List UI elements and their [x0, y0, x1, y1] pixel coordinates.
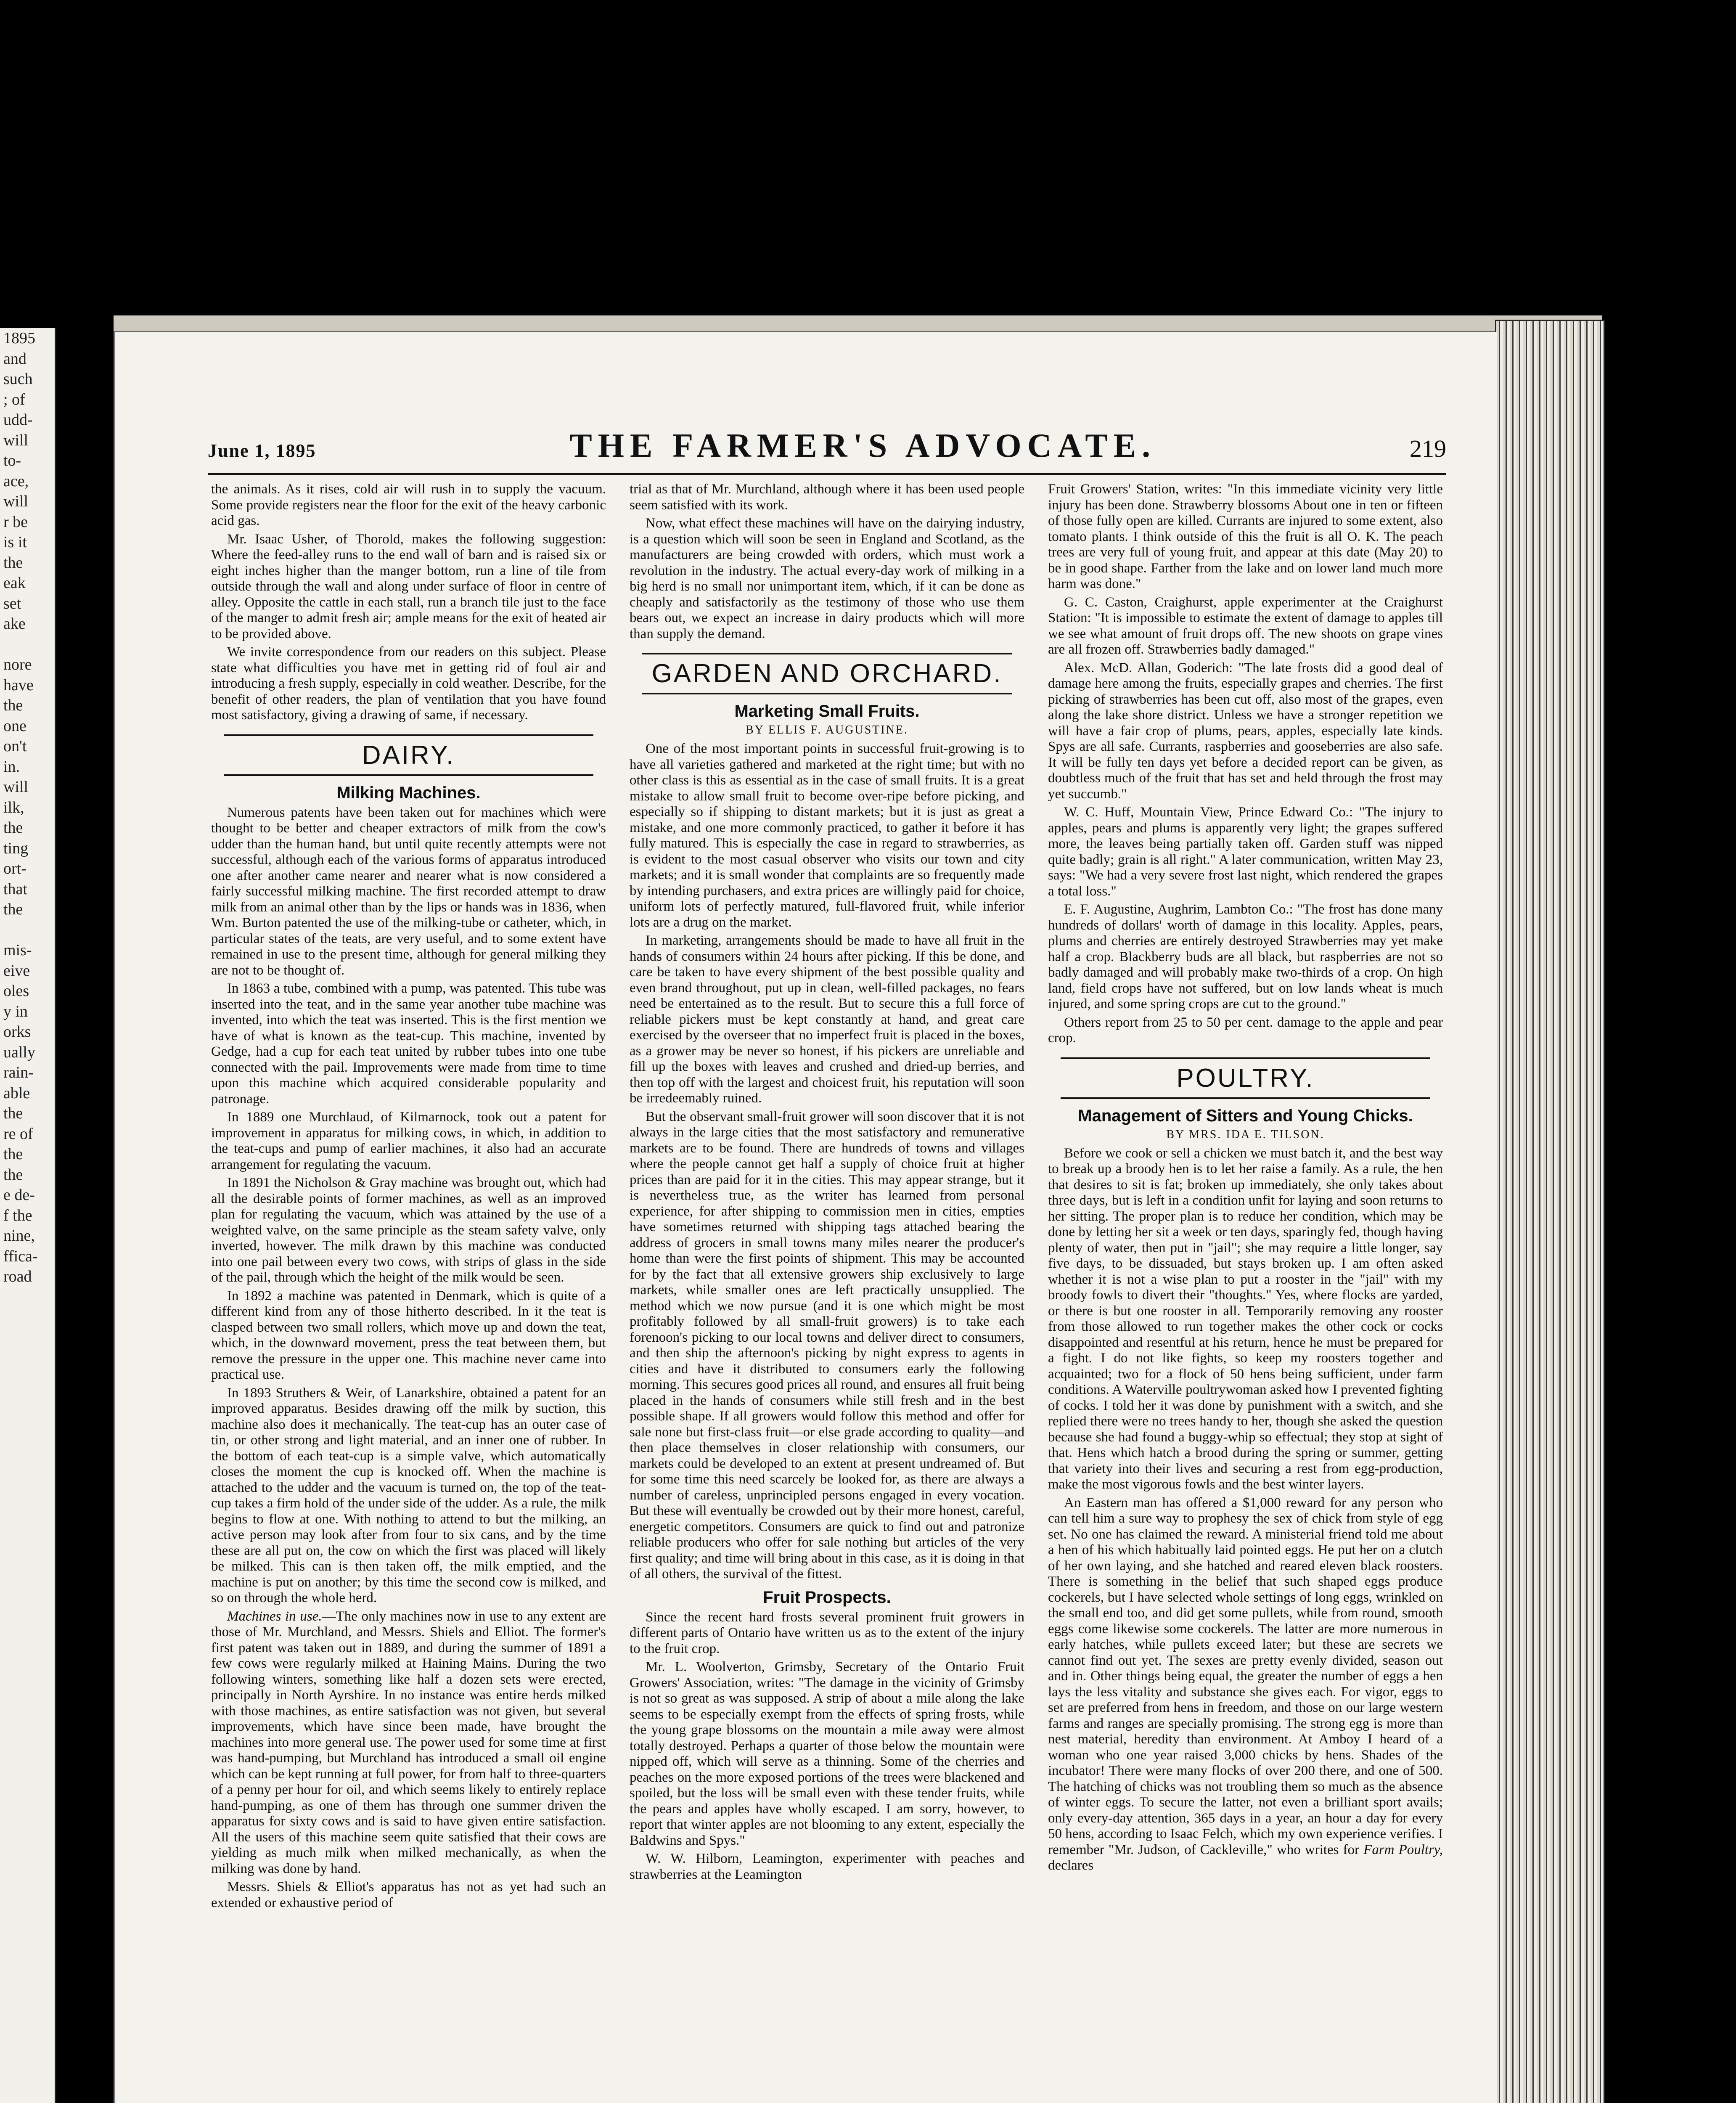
paragraph: Since the recent hard frosts several prominent fruit growers in different parts of Ontario have written us as to the extent of the injury to the fruit crop.: [630, 1609, 1024, 1656]
fragment-line: re of: [3, 1125, 33, 1143]
fragment-line: nine,: [3, 1227, 35, 1245]
paragraph: Mr. Isaac Usher, of Thorold, makes the following suggestion: Where the feed-alley runs to the end wall of barn and is raised six or eight inches higher than the manger bottom, run a line of tile from outside through the wall and along under surface of floor in centre of alley. Opposite the cattle in each stall, run a branch tile just to the face of the manger to admit fresh air; ample means for the exit of heated air to be provided above.: [211, 531, 606, 641]
paragraph: G. C. Caston, Craighurst, apple experimenter at the Craighurst Station: "It is impossible to estimate the extent of damage to apples till we see what amount of fruit drops off. The new shoots on grape vines are all frozen off. Strawberries badly damaged.": [1048, 594, 1443, 657]
fragment-line: will: [3, 778, 29, 796]
department-heading-dairy: DAIRY.: [224, 734, 593, 776]
paragraph: In 1891 the Nicholson & Gray machine was brought out, which had all the desirable points of former machines, as well as an improved plan for regulating the vacuum, which was attained by the use of a weighted valve, on the same principle as the steam safety valve, only inverted, however. The milk drawn by this machine was conducted into one pail between every two cows, with strips of glass in the side of the pail, through which the height of the milk would be seen.: [211, 1175, 606, 1285]
page-number: 219: [1410, 435, 1446, 462]
paragraph: Fruit Growers' Station, writes: "In this immediate vicinity very little injury has been done. Strawberry blossoms About one in ten or fifteen of those fully open are killed. Currants are injured to some extent, also tomato plants. I think outside of this the fruit is all O. K. The peach trees are very full of young fruit, and appear at this date (May 20) to be in good shape. Farther from the lake and on lower land much more harm was done.": [1048, 482, 1443, 591]
paragraph-text: declares: [1048, 1858, 1094, 1873]
fragment-line: rain-: [3, 1064, 34, 1081]
fragment-line: will: [3, 493, 29, 510]
paragraph-text: —The only machines now in use to any extent are those of Mr. Murchland, and Messrs. Shiels and Elliot. The former's first patent was taken out in 1889, and during the summer of 1891 a few cows were regularly milked at Haining Mains. During the two following winters, something like half a dozen sets were erected, principally in North Ayrshire. In no instance was entire herds milked with those machines, as entire satisfaction was not given, but several improvements, which have since been made, have brought the machines into more general use. The power used for some time at first was hand-pumping, but Murchland has introduced a small oil engine which can be kept running at full power, for from half to three-quarters of a penny per hour for oil, and which seems likely to entirely replace hand-pumping, as one of them has through one summer driven the apparatus for sixty cows and is said to have given entire satisfaction. All the users of this machine seem quite satisfied that their cows are yielding as much milk when milked mechanically, as when the milking was done by hand.: [211, 1608, 606, 1876]
fragment-line: set: [3, 594, 21, 612]
column-3: [1045, 482, 1446, 2103]
fragment-line: [0, 634, 55, 655]
paragraph: But the observant small-fruit grower will soon discover that it is not always in the large cities that the most satisfactory and remunerative markets are to be found. There are hundreds of towns and villages where the people cannot get half a supply of choice fruit at higher prices than are paid for it in the cities. This may appear strange, but it is nevertheless true, as the writer has learned from personal experience, for after shipping to commission men in cities, empties have sometimes returned with shipping tags attached bearing the address of grocers in small towns many miles nearer the producer's home than were the first points of shipment. This may be accounted for by the fact that all extensive growers ship exclusively to large markets, while smaller ones are left practically unsupplied. The method which we now pursue (and it is one which might be most profitably followed by all small-fruit growers) is to take each forenoon's picking to our local towns and deliver direct to consumers, and then ship the afternoon's picking by night express to agents in cities and have it distributed to consumers early the following morning. This secures good prices all round, and ensures all fruit being placed in the hands of consumers while still fresh and in the best possible shape. If all growers would follow this method and offer for sale none but first-class fruit—or else grade according to quality—and then place themselves in closer relationship with consumers, our markets could be developed to an extent at present undreamed of. But for some time this need scarcely be looked for, as there are always a number of careless, unprincipled persons engaged in every vocation. But these will eventually be crowded out by their more honest, careful, energetic competitors. Consumers are quick to find out and patronize reliable producers who offer for sale nothing but articles of the very first quality; and time will bring about in this case, as it is doing in that of all others, the survival of the fittest.: [630, 1109, 1024, 1581]
fragment-line: the: [3, 901, 23, 918]
fragment-line: the: [3, 1104, 23, 1122]
page-header: [208, 427, 1446, 475]
fragment-line: r be: [3, 513, 28, 531]
fragment-line: one: [3, 717, 26, 735]
paragraph: W. W. Hilborn, Leamington, experimenter with peaches and strawberries at the Leamington: [630, 1851, 1024, 1882]
paragraph: Others report from 25 to 50 per cent. damage to the apple and pear crop.: [1048, 1014, 1443, 1046]
fragment-line: oles: [3, 982, 29, 1000]
fragment-line: e de-: [3, 1186, 35, 1204]
fragment-line: f the: [3, 1206, 32, 1224]
article-title: Marketing Small Fruits.: [734, 702, 920, 720]
paragraph: Alex. McD. Allan, Goderich: "The late frosts did a good deal of damage here among the fruits, especially grapes and cherries. The first picking of strawberries has been cut off, also most of the grapes, even along the lake shore district. Unless we have a stronger repetition we will have a fair crop of plums, pears, apples, especially late kinds. Spys are all safe. Currants, raspberries and gooseberries are also safe. It will be fully ten days yet before a decided report can be given, as doubtless much of the fruit that has set and held through the frost may yet succumb.": [1048, 660, 1443, 802]
fragment-line: ace,: [3, 472, 29, 490]
fragment-line: ilk,: [3, 798, 24, 816]
paragraph: In marketing, arrangements should be made to have all fruit in the hands of consumers within 24 hours after picking. If this be done, and care be taken to have every shipment of the best possible quality and even brand throughout, put up in clean, well-filled packages, no fears need be entertained as to the result. But to secure this a full force of reliable pickers must be kept constantly at hand, and great care exercised by the overseer that no imperfect fruit is placed in the boxes, as a grower may be never so honest, if his pickers are unreliable and fill up the boxes with leaves and crushed and dried-up berries, and then top off with the largest and choicest fruit, his reputation will soon be irredeemably ruined.: [630, 933, 1024, 1106]
paragraph: Numerous patents have been taken out for machines which were thought to be better and cheaper extractors of milk from the cow's udder than the human hand, but until quite recently attempts were not successful, although each of the various forms of apparatus introduced one after another came nearer and nearer what is now considered a fairly successful milking machine. The first recorded attempt to draw milk from an animal other than by the lips or hands was in 1836, when Wm. Burton patented the use of the milking-tube or catheter, which, in particular states of the teats, are very useful, and to some extent have remained in use to the present time, although for general milking they are not to be thought of.: [211, 805, 606, 978]
paragraph: W. C. Huff, Mountain View, Prince Edward Co.: "The injury to apples, pears and plums is apparently very light; the grapes suffered more, the leaves being partially taken off. Garden stuff was nipped quite badly; grain is all right." A later communication, written May 23, says: "We had a very severe frost last night, which rendered the grapes a total loss.": [1048, 805, 1443, 899]
newspaper-page: [114, 332, 1497, 2103]
fragment-line: and: [3, 350, 26, 368]
fragment-line: the: [3, 1165, 23, 1184]
paragraph: Before we cook or sell a chicken we must batch it, and the best way to break up a broody hen is to let her raise a family. As a rule, the hen that desires to sit is fat; broken up immediately, she only takes about three days, but is left in a condition unfit for laying and soon returns to her sitting. The proper plan is to reduce her condition, which may be done by letting her sit a week or ten days, sparingly fed, though having plenty of water, then put in "jail"; she may require a little longer, say five days, to be dissuaded, but stays broken up. I am often asked whether it is not a wise plan to put a rooster in the "jail" with my broody fowls to divert their "thoughts." Yes, where flocks are yarded, or there is but one rooster in all. Temporarily removing any rooster from those allowed to run together makes the other cock or cocks disappointed and resentful at his return, hence he must be prepared for a fight. I do not like fights, so keep my roosters together and acquainted; two for a flock of 50 hens being sufficient, under farm conditions. A Waterville poultrywoman asked how I prevented fighting of cocks. I told her it was done by punishment with a switch, and she replied there were no trees handy to her, though she asked the question because she had found a buggy-whip so effectual; they stop at sight of that. Hens which hatch a brood during the spring or summer, getting that variety into their lives and securing a rest from egg-production, make the most vigorous fowls and the best winter layers.: [1048, 1145, 1443, 1492]
byline: BY MRS. IDA E. TILSON.: [1166, 1128, 1325, 1141]
paragraph: E. F. Augustine, Aughrim, Lambton Co.: "The frost has done many hundreds of dollars' worth of damage in this locality. Apples, pears, plums and cherries are entirely destroyed Strawberries may yet make half a crop. Blackberry buds are all black, but raspberries are not so badly damaged and will probably make two-thirds of a crop. On high land, field crops have not suffered, but on low lands wheat is much injured, and some spring crops are cut to the ground.": [1048, 902, 1443, 1012]
fragment-line: road: [3, 1268, 32, 1285]
page-top-edge: [114, 315, 1602, 333]
paragraph: In 1863 a tube, combined with a pump, was patented. This tube was inserted into the teat, and in the same year another tube machine was invented, into which the teat was inserted. This is the first mention we have of what is known as the teat-cup. This machine, invented by Gedge, had a cup for each teat united by rubber tubes into one tube connected with the pail. Improvements were made from time to time upon this machine which acquired considerable popularity and patronage.: [211, 981, 606, 1107]
paragraph: One of the most important points in successful fruit-growing is to have all varieties gathered and marketed at the right time; but with no other class is this as essential as in the case of small fruits. It is a great mistake to allow small fruit to become over-ripe before picking, and especially so if shipping to distant markets; but it is just as great a mistake, and one more commonly practiced, to gather it before it has fully matured. This is especially the case in regard to strawberries, as is evident to the most casual observer who visits our town and city markets; and it is small wonder that complaints are so frequently made by intending purchasers, and extra prices are willingly paid for choice, uniform lots of perfectly matured, full-flavored fruit, while inferior lots are a drug on the market.: [630, 741, 1024, 930]
adjacent-page-fragment: [0, 328, 56, 2103]
fragment-line: the: [3, 819, 23, 837]
masthead-title: THE FARMER'S ADVOCATE.: [569, 427, 1156, 464]
fragment-line: eak: [3, 574, 26, 592]
paragraph-text: An Eastern man has offered a $1,000 reward for any person who can tell him a sure way to prophesy the sex of chick from style of egg set. No one has claimed the reward. A ministerial friend told me about a hen of his which habitually laid pointed eggs. He put her on a clutch of her own laying, and she hatched and reared eleven black roosters. There is something in the belief that such shaped eggs produce cockerels, but I have selected whole settings of long eggs, wrinkled on the small end too, and did get some pullets, while from round, smooth eggs come likewise some cockerels. The latter are more numerous in early hatches, while pullets exceed later; but these are secrets we cannot find out yet. The sexes are pretty evenly divided, season out and in. Other things being equal, the greater the number of eggs a hen lays the less vitality and substance she gives each. For vigor, eggs to set are preferred from hens in freedom, and those on our large western farms and ranges are specially promising. The strong egg is more than nest material, heredity than environment. At Amboy I heard of a woman who one year raised 3,000 chicks by hens. Shades of the incubator! There were many flocks of over 200 there, and one of 500. The hatching of chicks was not troubling them so much as the absence of winter eggs. To secure the latter, not even a brilliant sport avails; only every-day attention, 365 days in a year, an hour a day for every 50 hens, according to Isaac Felch, which my own experience verifies. I remember "Mr. Judson, of Cackleville," who writes for: [1048, 1495, 1443, 1857]
fragment-line: [0, 920, 55, 940]
fragment-line: will: [3, 431, 29, 449]
paragraph: In 1892 a machine was patented in Denmark, which is quite of a different kind from any of those hitherto described. In it the teat is clasped between two small rollers, which move up and down the teat, which, in the downward movement, press the teat between them, but remove the pressure in the upper one. This machine never came into practical use.: [211, 1288, 606, 1382]
paragraph: [211, 1609, 606, 1877]
fragment-line: the: [3, 697, 23, 714]
fragment-line: able: [3, 1084, 30, 1102]
paragraph: In 1889 one Murchlaud, of Kilmarnock, took out a patent for improvement in apparatus for milking cows, in which, in addition to the teat-cups and pump of earlier machines, it also had an accurate arrangement for regulating the vacuum.: [211, 1110, 606, 1172]
fragment-line: have: [3, 676, 34, 694]
paragraph: Now, what effect these machines will have on the dairying industry, is a question which will soon be seen in England and Scotland, as the manufacturers are being crowded with orders, which must work a revolution in the industry. The actual every-day work of milking in a big herd is no small nor unimportant item, which, if it can be done as cheaply and satisfactorily as the testimony of those who use them bears out, we expect an increase in dairy products which will more than supply the demand.: [630, 516, 1024, 641]
fragment-line: is it: [3, 533, 27, 551]
byline: BY ELLIS F. AUGUSTINE.: [745, 723, 909, 736]
fragment-line: ake: [3, 615, 26, 633]
paragraph: In 1893 Struthers & Weir, of Lanarkshire, obtained a patent for an improved apparatus. Besides drawing off the milk by suction, this machine also does it mechanically. The teat-cup has an outer case of tin, or other strong and light material, and an inner one of rubber. In the bottom of each teat-cup is a simple valve, which automatically closes the moment the cup is knocked off. When the machine is attached to the udder and the vacuum is turned on, the top of the teat-cup takes a firm hold of the under side of the udder. As a rule, the milk begins to flow at one. With nothing to attend to but the milking, an active person may look after from four to six cans, and by the time these are all put on, the cow on which the first was placed will likely be milked. This can is then taken off, the milk emptied, and the machine is put on another; by this time the second cow is milked, and so on through the whole herd.: [211, 1385, 606, 1605]
paragraph: trial as that of Mr. Murchland, although where it has been used people seem satisfied with its work.: [630, 482, 1024, 513]
fragment-line: ffica-: [3, 1247, 38, 1265]
fragment-line: nore: [3, 656, 32, 673]
fragment-line: ually: [3, 1043, 35, 1061]
fragment-line: the: [3, 554, 23, 572]
paragraph: [1048, 1495, 1443, 1874]
department-heading-poultry: POULTRY.: [1061, 1057, 1430, 1099]
fragment-line: y in: [3, 1002, 28, 1020]
fragment-line: to-: [3, 452, 21, 469]
fragment-line: mis-: [3, 941, 32, 959]
fragment-line: eive: [3, 961, 30, 980]
paragraph: Mr. L. Woolverton, Grimsby, Secretary of the Ontario Fruit Growers' Association, writes: "The damage in the vicinity of Grimsby is not so great as was supposed. A strip of about a mile along the lake seems to be especially exempt from the effects of spring frosts, while the young grape blossoms on the mountain a mile away were almost totally destroyed. Perhaps a quarter of those below the mountain were nipped off, which will serve as a thinning. Some of the cherries and peaches on the more exposed portions of the trees were blackened and spoiled, but the loss will be small even with these tender fruits, while the pears and apples have wholly escaped. I am sorry, however, to report that winter apples are not blooming to any extent, especially the Baldwins and Spys.": [630, 1659, 1024, 1848]
fragment-line: udd-: [3, 411, 33, 429]
fragment-line: on't: [3, 737, 27, 755]
fragment-line: 1895: [3, 329, 35, 347]
paragraph: the animals. As it rises, cold air will rush in to supply the vacuum. Some provide registers near the floor for the exit of the heavy carbonic acid gas.: [211, 482, 606, 528]
article-title: Management of Sitters and Young Chicks.: [1078, 1106, 1413, 1125]
column-1: [208, 482, 609, 2103]
article-title: Fruit Prospects.: [763, 1588, 891, 1607]
paragraph: We invite correspondence from our readers on this subject. Please state what difficulties you have met in getting rid of foul air and introducing a fresh supply, especially in cold weather. Describe, for the benefit of other readers, the plan of ventilation that you have found most satisfactory, giving a drawing of same, if necessary.: [211, 644, 606, 723]
fragment-line: ; of: [3, 390, 25, 408]
fragment-line: ort-: [3, 860, 26, 877]
department-heading-garden: GARDEN AND ORCHARD.: [642, 653, 1012, 694]
fragment-line: ting: [3, 839, 29, 857]
paragraph: Messrs. Shiels & Elliot's apparatus has not as yet had such an extended or exhaustive period of: [211, 1879, 606, 1910]
column-2: [626, 482, 1028, 2103]
fragment-line: that: [3, 880, 27, 898]
fragment-line: orks: [3, 1023, 31, 1041]
fragment-line: in.: [3, 758, 20, 776]
article-columns: [208, 482, 1446, 2103]
fragment-line: such: [3, 370, 33, 388]
issue-date: June 1, 1895: [208, 440, 316, 461]
run-in-heading: Machines in use.: [227, 1608, 322, 1624]
publication-name: Farm Poultry,: [1363, 1842, 1443, 1857]
fragment-line: the: [3, 1145, 23, 1163]
page-stack-edges: [1495, 320, 1605, 2103]
article-title: Milking Machines.: [336, 783, 481, 802]
